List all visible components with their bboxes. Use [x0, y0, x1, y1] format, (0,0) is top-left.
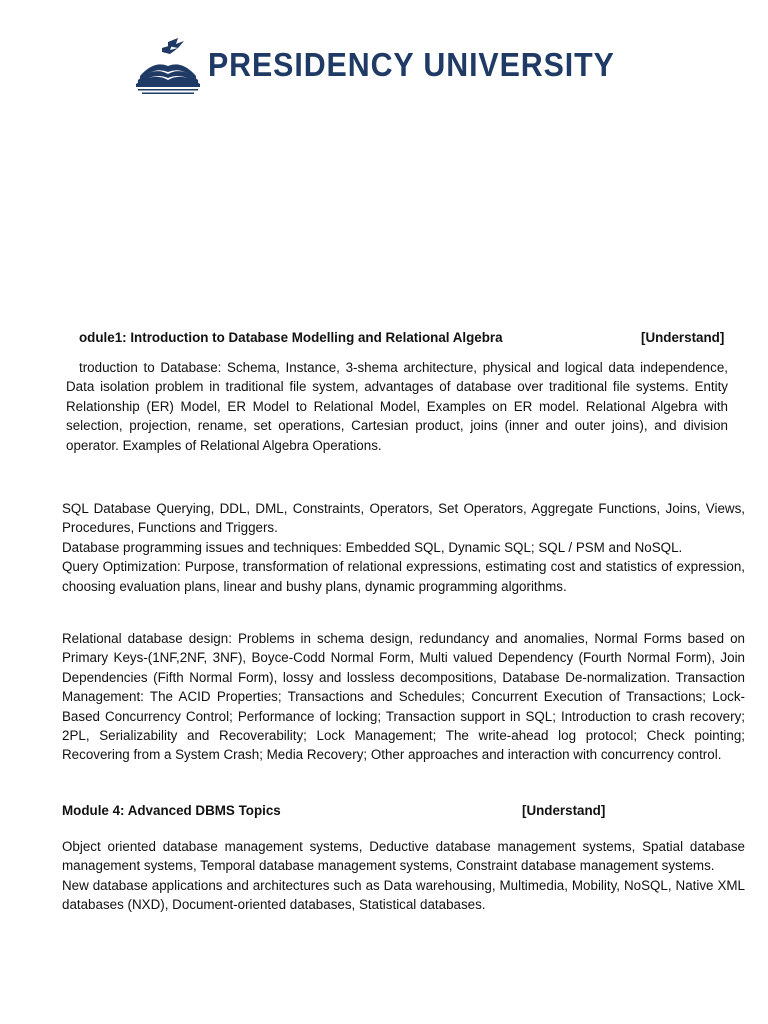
module2-section	[62, 499, 745, 596]
module1-heading: odule1: Introduction to Database Modelling and Relational Algebra	[79, 330, 503, 345]
module3-body: Relational database design: Problems in schema design, redundancy and anomalies, Normal Forms based on Primary Keys-(1NF,2NF, 3NF), Boyce-Codd Normal Form, Multi valued Dependency (Fourth Normal Form), Join Dependencies (Fifth Normal Form), lossy and lossless decompositions, Database De-normalization. Transaction Management: The ACID Properties; Transactions and Schedules; Concurrent Execution of Transactions; Lock-Based Concurrency Control; Performance of locking; Transaction support in SQL; Introduction to crash recovery; 2PL, Serializability and Recoverability; Lock Management; The write-ahead log protocol; Check pointing; Recovering from a System Crash; Media Recovery; Other approaches and interaction with concurrency control.	[62, 631, 745, 763]
university-name: PRESIDENCY UNIVERSITY	[208, 46, 615, 83]
module4-para-applications: New database applications and architectures such as Data warehousing, Multimedia, Mobility, NoSQL, Native XML databases (NXD), Document-oriented databases, Statistical databases.	[62, 877, 745, 913]
university-logo	[132, 36, 204, 96]
module4-level-tag: [Understand]	[522, 803, 606, 818]
module2-para-sql: SQL Database Querying, DDL, DML, Constraints, Operators, Set Operators, Aggregate Functions, Joins, Views, Procedures, Functions and Triggers.	[62, 501, 745, 536]
module2-para-programming: Database programming issues and techniques: Embedded SQL, Dynamic SQL; SQL / PSM and NoSQL.	[62, 539, 683, 555]
module4-heading-row	[62, 803, 622, 823]
module1-heading-row	[79, 330, 729, 350]
module1-body: troduction to Database: Schema, Instance, 3-shema architecture, physical and logical data independence, Data isolation problem in traditional file system, advantages of database over traditional file systems. Entity Relationship (ER) Model, ER Model to Relational Model, Examples on ER model. Relational Algebra with selection, projection, rename, set operations, Cartesian product, joins (inner and outer joins), and division operator. Examples of Relational Algebra Operations.	[66, 360, 728, 453]
module4-section	[62, 837, 745, 915]
module2-para-optimization: Query Optimization: Purpose, transformation of relational expressions, estimating cost and statistics of expression, choosing evaluation plans, linear and bushy plans, dynamic programming algorithms.	[62, 559, 745, 594]
module4-para-dbms: Object oriented database management systems, Deductive database management systems, Spatial database management systems, Temporal database management systems, Constraint database management systems.	[62, 839, 745, 874]
page-header	[132, 36, 652, 98]
module1-level-tag: [Understand]	[641, 330, 725, 345]
module4-heading: Module 4: Advanced DBMS Topics	[62, 803, 281, 818]
